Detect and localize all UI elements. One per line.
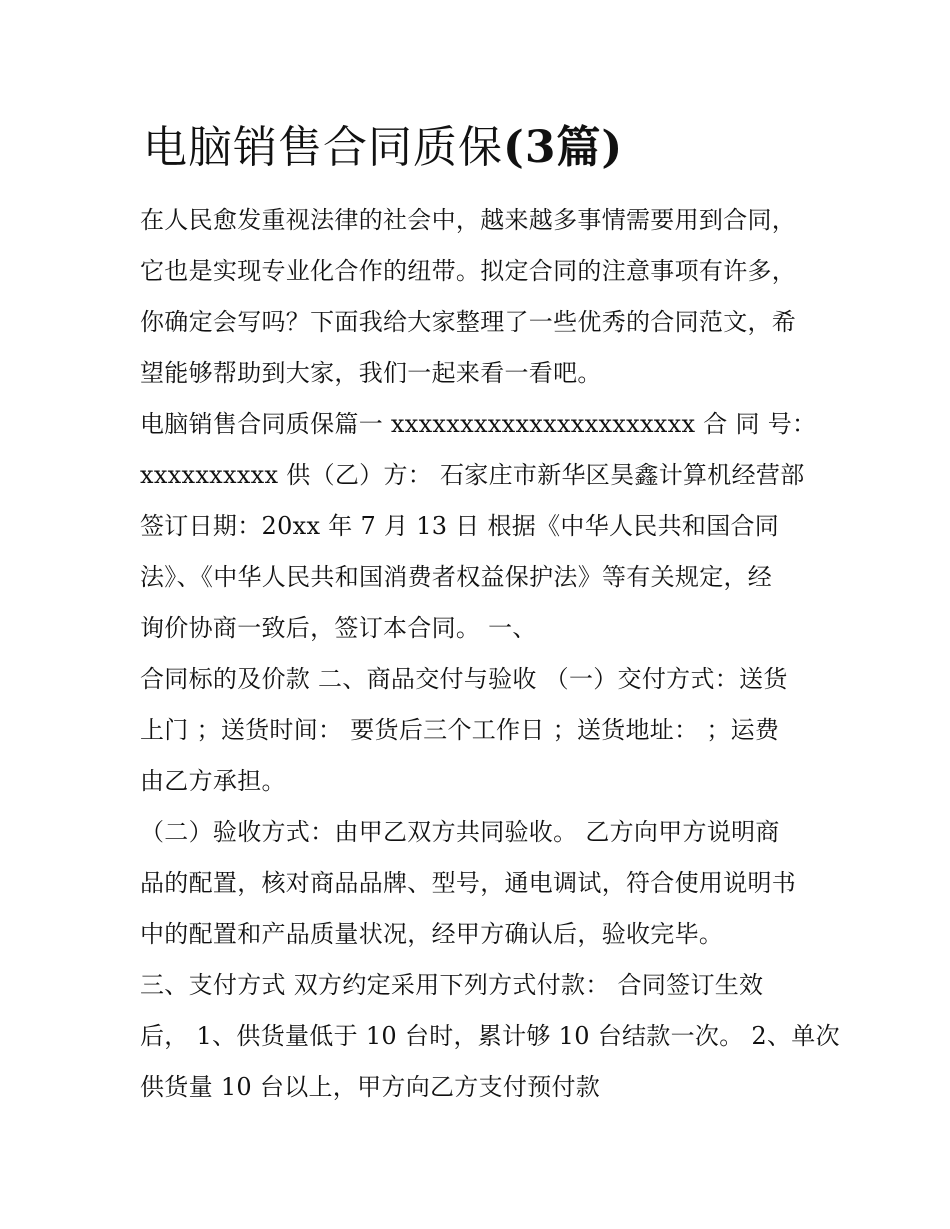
body-line: 合同标的及价款 二、商品交付与验收 （一）交付方式：送货 <box>140 665 788 693</box>
body-line: （二）验收方式：由甲乙双方共同验收。 乙方向甲方说明商 <box>140 818 780 846</box>
document-title-main: 电脑销售合同质保 <box>143 122 503 173</box>
body-line: 电脑销售合同质保篇一 xxxxxxxxxxxxxxxxxxxxxx 合 同 号： <box>140 410 817 438</box>
body-line: 后， 1、供货量低于 10 台时，累计够 10 台结款一次。 2、单次 <box>140 1022 840 1050</box>
body-line: 你确定会写吗？下面我给大家整理了一些优秀的合同范文，希 <box>140 308 797 336</box>
body-line: 签订日期：20xx 年 7 月 13 日 根据《中华人民共和国合同 <box>140 512 780 540</box>
body-line: 望能够帮助到大家，我们一起来看一看吧。 <box>140 359 602 387</box>
body-line: 询价协商一致后，签订本合同。 一、 <box>140 614 537 642</box>
body-line: 它也是实现专业化合作的纽带。拟定合同的注意事项有许多， <box>140 257 797 285</box>
body-line: 品的配置，核对商品品牌、型号，通电调试，符合使用说明书 <box>140 869 797 897</box>
body-line: 上门 ；送货时间： 要货后三个工作日 ；送货地址： ；运费 <box>140 716 780 744</box>
document-title-suffix: (3篇) <box>503 122 624 173</box>
body-line: 由乙方承担。 <box>140 767 286 795</box>
body-line: xxxxxxxxxx 供（乙）方： 石家庄市新华区昊鑫计算机经营部 <box>140 461 805 489</box>
body-line: 供货量 10 台以上，甲方向乙方支付预付款 <box>140 1073 601 1101</box>
body-line: 在人民愈发重视法律的社会中，越来越多事情需要用到合同， <box>140 206 797 234</box>
body-line: 法》、《中华人民共和国消费者权益保护法》等有关规定，经 <box>140 563 773 591</box>
document-title <box>143 118 623 178</box>
body-line: 三、支付方式 双方约定采用下列方式付款： 合同签订生效 <box>140 971 764 999</box>
body-line: 中的配置和产品质量状况，经甲方确认后，验收完毕。 <box>140 920 724 948</box>
